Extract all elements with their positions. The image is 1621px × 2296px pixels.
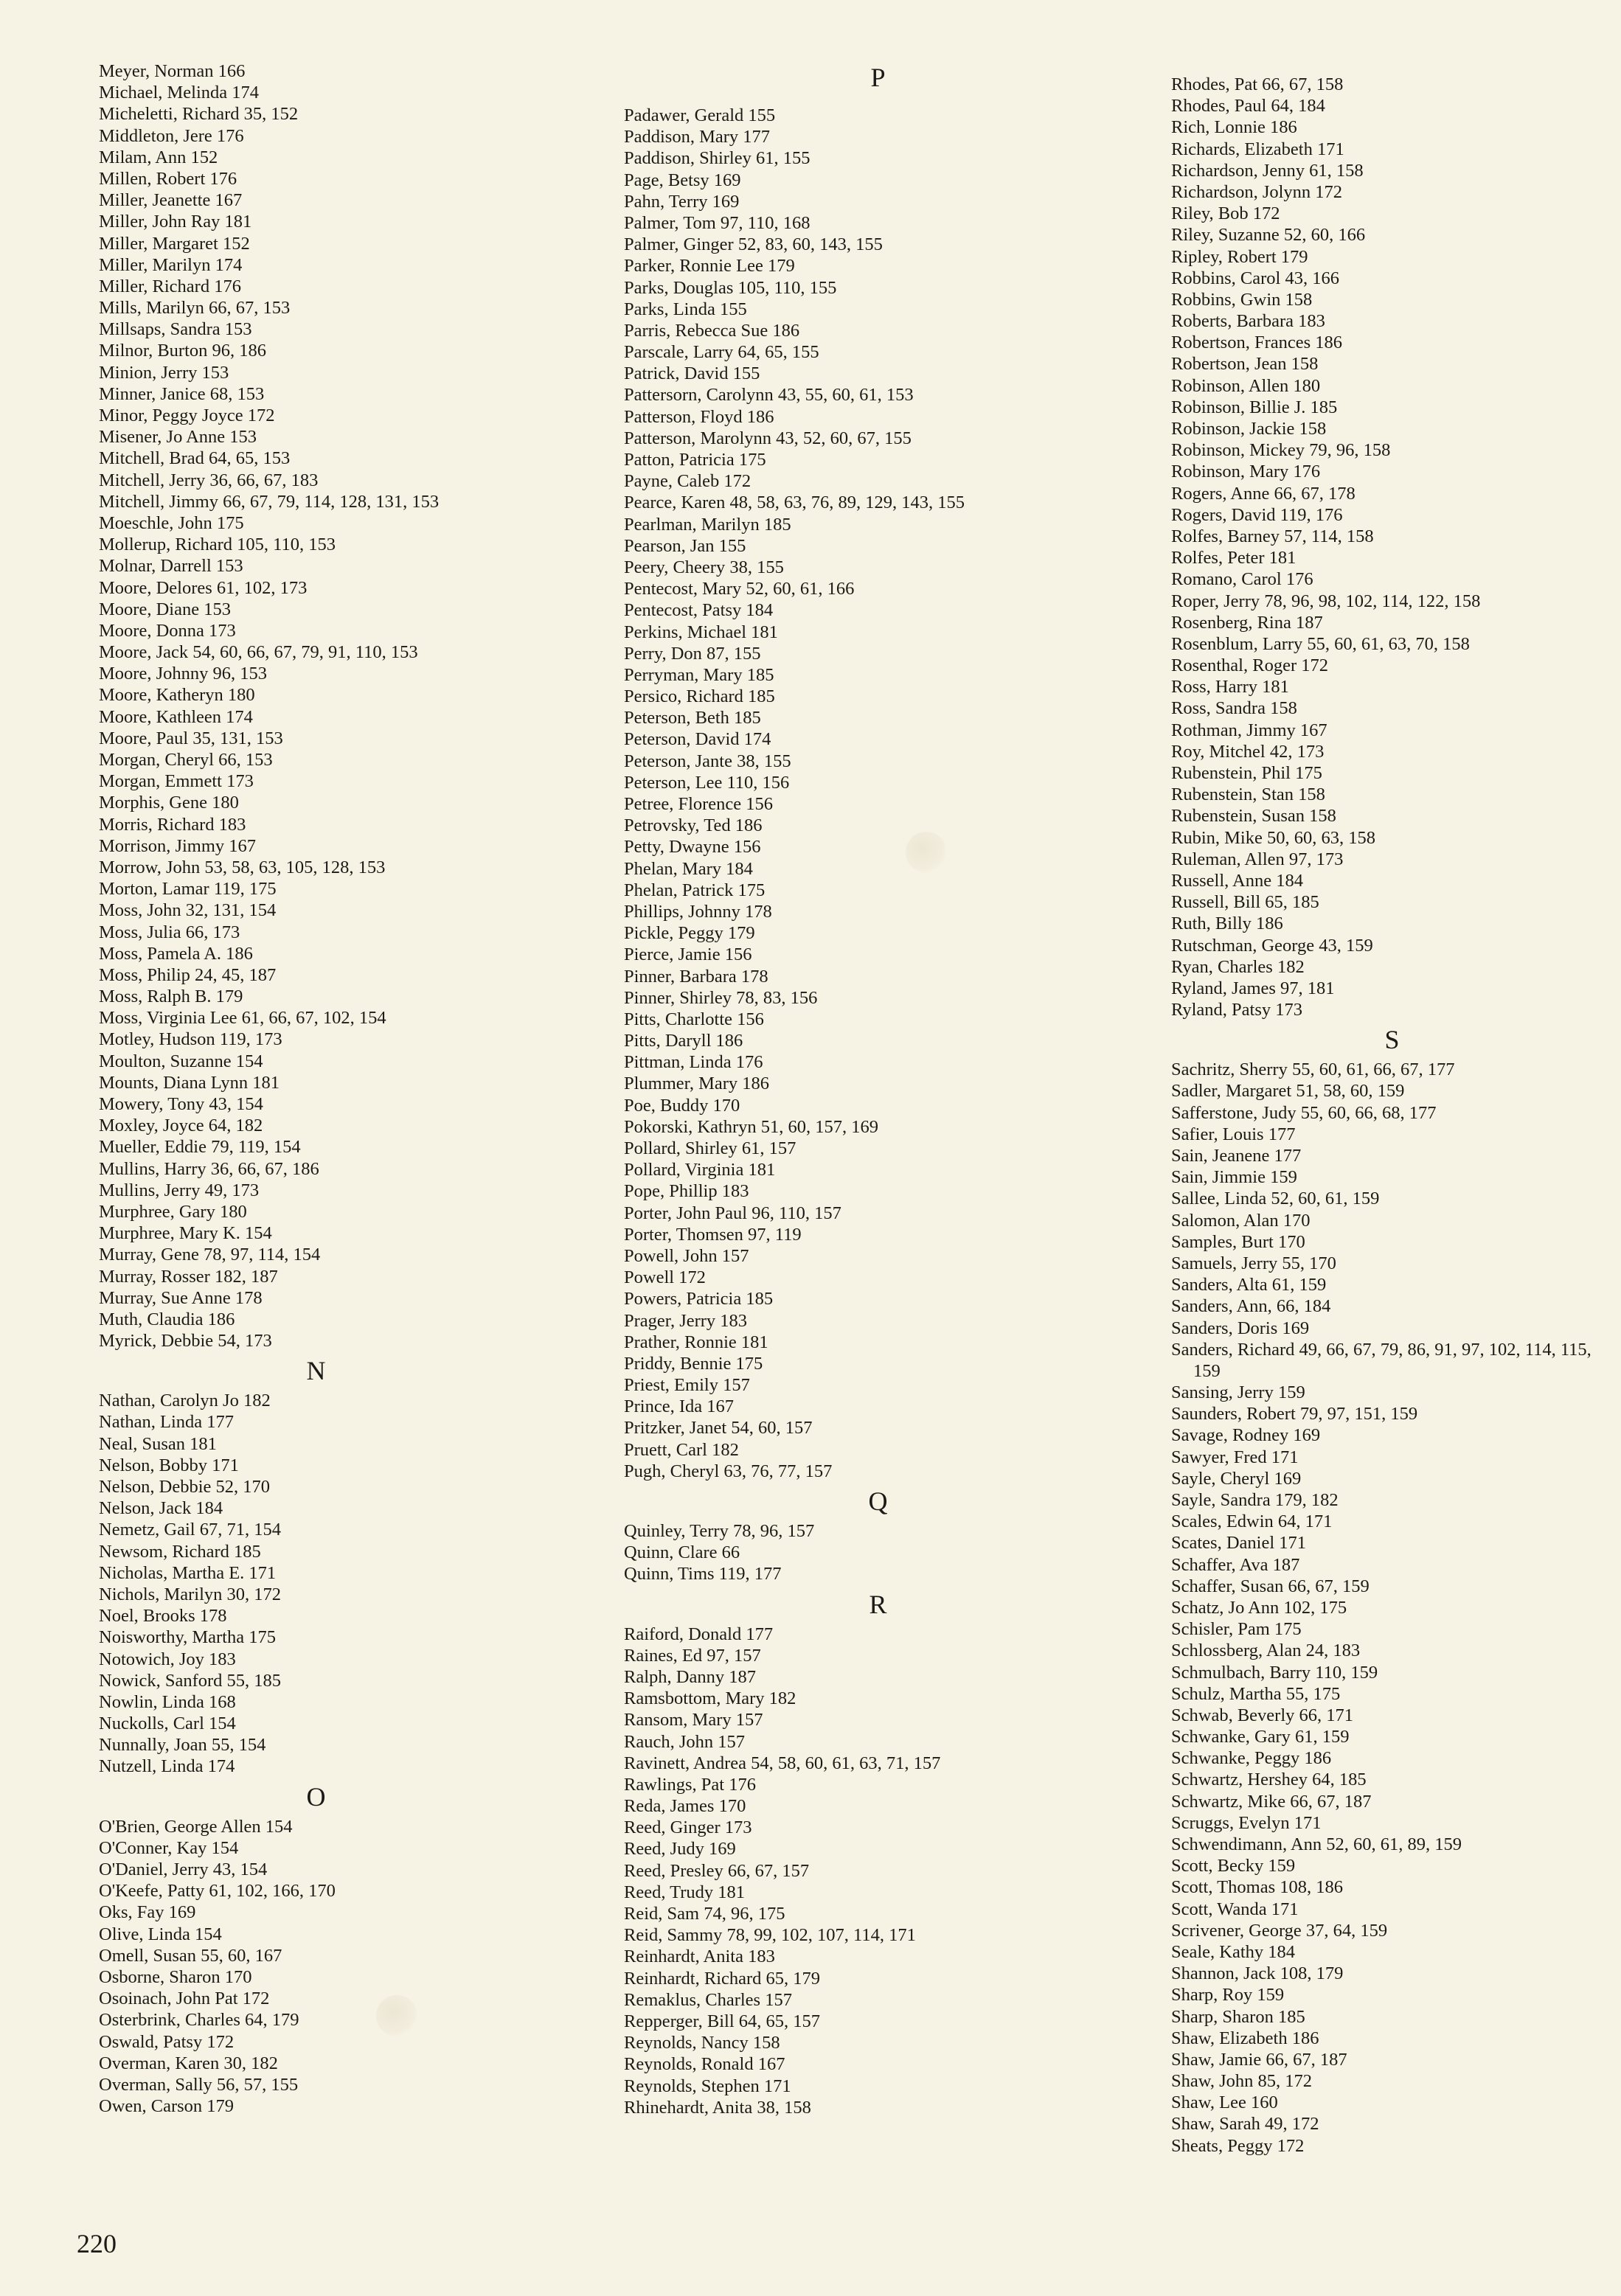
index-entry: Millsaps, Sandra 153 xyxy=(99,319,252,340)
index-entry: Samuels, Jerry 55, 170 xyxy=(1171,1253,1336,1273)
index-entry: Plummer, Mary 186 xyxy=(624,1074,770,1094)
index-entry: Russell, Bill 65, 185 xyxy=(1171,892,1319,913)
section-letter-heading: N xyxy=(306,1356,327,1386)
index-entry: Sain, Jeanene 177 xyxy=(1171,1146,1302,1166)
index-entry: Pentecost, Patsy 184 xyxy=(624,600,774,621)
index-entry: Nemetz, Gail 67, 71, 154 xyxy=(99,1520,281,1540)
index-entry: Moore, Paul 35, 131, 153 xyxy=(99,728,283,748)
index-entry: Nowlin, Linda 168 xyxy=(99,1691,236,1712)
index-entry: Parks, Linda 155 xyxy=(624,299,747,319)
index-entry: Pattersorn, Carolynn 43, 55, 60, 61, 153 xyxy=(624,385,914,406)
index-entry: Meyer, Norman 166 xyxy=(99,61,246,81)
section-letter-heading: O xyxy=(306,1781,327,1812)
index-entry: Rosenblum, Larry 55, 60, 61, 63, 70, 158 xyxy=(1171,633,1470,654)
index-entry: Patton, Patricia 175 xyxy=(624,450,766,470)
index-entry: Ross, Harry 181 xyxy=(1171,677,1289,698)
index-entry: Moulton, Suzanne 154 xyxy=(99,1051,263,1071)
index-entry: Sayle, Cheryl 169 xyxy=(1171,1468,1302,1489)
index-entry: Schwendimann, Ann 52, 60, 61, 89, 159 xyxy=(1171,1834,1462,1855)
index-entry: Moss, Julia 66, 173 xyxy=(99,922,240,942)
index-entry: Moss, Virginia Lee 61, 66, 67, 102, 154 xyxy=(99,1008,386,1029)
index-entry: Mullins, Jerry 49, 173 xyxy=(99,1180,260,1200)
index-entry: Shaw, Elizabeth 186 xyxy=(1171,2028,1319,2048)
index-entry: O'Conner, Kay 154 xyxy=(99,1837,239,1858)
index-entry: Shaw, Lee 160 xyxy=(1171,2093,1278,2113)
index-entry: Reid, Sam 74, 96, 175 xyxy=(624,1904,785,1924)
index-entry: Scott, Thomas 108, 186 xyxy=(1171,1877,1343,1898)
index-entry: Rosenthal, Roger 172 xyxy=(1171,655,1328,676)
index-entry: Quinley, Terry 78, 96, 157 xyxy=(624,1521,815,1541)
index-entry: Rothman, Jimmy 167 xyxy=(1171,720,1327,740)
index-entry: Oswald, Patsy 172 xyxy=(99,2031,235,2052)
page-number: 220 xyxy=(77,2229,117,2258)
index-entry: Robbins, Gwin 158 xyxy=(1171,289,1313,310)
index-entry: Peterson, Beth 185 xyxy=(624,708,761,728)
index-entry: Morrow, John 53, 58, 63, 105, 128, 153 xyxy=(99,857,386,877)
index-entry: Muth, Claudia 186 xyxy=(99,1309,235,1329)
index-entry: Miller, Margaret 152 xyxy=(99,233,250,254)
index-entry: Robinson, Mary 176 xyxy=(1171,462,1321,482)
index-entry: Mitchell, Jimmy 66, 67, 79, 114, 128, 131, 153 xyxy=(99,491,440,512)
index-entry: Murphree, Gary 180 xyxy=(99,1201,247,1222)
index-entry: Reid, Sammy 78, 99, 102, 107, 114, 171 xyxy=(624,1925,916,1946)
index-entry: Patterson, Marolynn 43, 52, 60, 67, 155 xyxy=(624,428,912,448)
index-entry: Schwartz, Mike 66, 67, 187 xyxy=(1171,1791,1372,1812)
index-entry: Moss, Ralph B. 179 xyxy=(99,987,243,1007)
index-entry: Rutschman, George 43, 159 xyxy=(1171,935,1373,956)
index-entry: Powers, Patricia 185 xyxy=(624,1289,774,1309)
index-entry: Reda, James 170 xyxy=(624,1796,746,1817)
index-entry: Moore, Katheryn 180 xyxy=(99,685,255,706)
index-entry: Ryland, Patsy 173 xyxy=(1171,1000,1303,1020)
index-entry: Schatz, Jo Ann 102, 175 xyxy=(1171,1597,1347,1618)
index-entry: Rich, Lonnie 186 xyxy=(1171,117,1297,138)
index-entry: Rogers, David 119, 176 xyxy=(1171,504,1343,525)
index-entry: Sadler, Margaret 51, 58, 60, 159 xyxy=(1171,1081,1405,1102)
index-entry: Phelan, Patrick 175 xyxy=(624,880,766,900)
index-entry: Quinn, Clare 66 xyxy=(624,1542,740,1563)
index-entry: Robinson, Mickey 79, 96, 158 xyxy=(1171,440,1391,461)
index-entry: Perry, Don 87, 155 xyxy=(624,643,761,664)
index-entry: Murray, Sue Anne 178 xyxy=(99,1287,263,1308)
index-column-3 xyxy=(1171,74,1614,2157)
index-entry: Mowery, Tony 43, 154 xyxy=(99,1094,263,1114)
index-entry: Scales, Edwin 64, 171 xyxy=(1171,1511,1333,1532)
index-entry: Rogers, Anne 66, 67, 178 xyxy=(1171,483,1356,504)
index-entry: Moore, Kathleen 174 xyxy=(99,706,253,727)
index-entry: Sallee, Linda 52, 60, 61, 159 xyxy=(1171,1189,1380,1209)
index-entry: Newsom, Richard 185 xyxy=(99,1541,261,1562)
index-entry: Michael, Melinda 174 xyxy=(99,83,260,103)
index-entry: Overman, Karen 30, 182 xyxy=(99,2053,278,2073)
index-entry: Miller, Marilyn 174 xyxy=(99,254,243,275)
index-entry: Rhodes, Paul 64, 184 xyxy=(1171,96,1325,116)
index-entry: Reed, Judy 169 xyxy=(624,1839,736,1860)
index-entry: Mueller, Eddie 79, 119, 154 xyxy=(99,1137,301,1158)
index-entry: Nutzell, Linda 174 xyxy=(99,1756,235,1777)
index-entry: Minion, Jerry 153 xyxy=(99,362,229,383)
index-entry: Rubenstein, Susan 158 xyxy=(1171,806,1336,827)
index-entry: Parris, Rebecca Sue 186 xyxy=(624,320,800,341)
index-entry: Sayle, Sandra 179, 182 xyxy=(1171,1490,1339,1511)
index-entry: Ruleman, Allen 97, 173 xyxy=(1171,849,1344,869)
index-entry: Schmulbach, Barry 110, 159 xyxy=(1171,1662,1378,1683)
index-entry: Neal, Susan 181 xyxy=(99,1433,217,1454)
index-entry: Peterson, David 174 xyxy=(624,729,771,750)
index-entry: Nuckolls, Carl 154 xyxy=(99,1714,236,1734)
index-entry: Notowich, Joy 183 xyxy=(99,1649,236,1669)
index-entry: Page, Betsy 169 xyxy=(624,170,741,190)
index-entry: Reed, Presley 66, 67, 157 xyxy=(624,1860,810,1881)
index-entry: Salomon, Alan 170 xyxy=(1171,1210,1311,1231)
index-entry: Saunders, Robert 79, 97, 151, 159 xyxy=(1171,1404,1418,1424)
index-entry: Nathan, Carolyn Jo 182 xyxy=(99,1391,271,1411)
index-entry: Omell, Susan 55, 60, 167 xyxy=(99,1945,282,1966)
index-entry: Palmer, Ginger 52, 83, 60, 143, 155 xyxy=(624,234,883,255)
index-entry: Rolfes, Barney 57, 114, 158 xyxy=(1171,526,1374,546)
index-entry: Robinson, Jackie 158 xyxy=(1171,419,1327,439)
index-entry: Rauch, John 157 xyxy=(624,1731,745,1752)
index-entry: Pentecost, Mary 52, 60, 61, 166 xyxy=(624,579,855,599)
index-entry: Schwanke, Gary 61, 159 xyxy=(1171,1727,1350,1747)
index-entry: Sharp, Sharon 185 xyxy=(1171,2006,1305,2027)
index-entry: Rawlings, Pat 176 xyxy=(624,1774,756,1795)
index-entry: Raiford, Donald 177 xyxy=(624,1624,774,1644)
index-entry: Remaklus, Charles 157 xyxy=(624,1989,792,2010)
index-entry: Safier, Louis 177 xyxy=(1171,1124,1296,1144)
index-entry: Schaffer, Susan 66, 67, 159 xyxy=(1171,1576,1370,1596)
section-letter-heading: P xyxy=(870,63,886,92)
index-entry: Mitchell, Jerry 36, 66, 67, 183 xyxy=(99,470,319,490)
index-entry: Sansing, Jerry 159 xyxy=(1171,1382,1305,1403)
index-entry: O'Keefe, Patty 61, 102, 166, 170 xyxy=(99,1881,336,1902)
index-entry: Moss, Philip 24, 45, 187 xyxy=(99,964,277,985)
index-entry: Pickle, Peggy 179 xyxy=(624,923,755,944)
index-entry: Ravinett, Andrea 54, 58, 60, 61, 63, 71, 157 xyxy=(624,1753,941,1773)
section-letter-heading: Q xyxy=(868,1486,889,1516)
index-entry: Ryan, Charles 182 xyxy=(1171,956,1305,977)
index-entry: Mounts, Diana Lynn 181 xyxy=(99,1072,280,1093)
index-entry: Ruth, Billy 186 xyxy=(1171,914,1283,934)
index-entry: Seale, Kathy 184 xyxy=(1171,1941,1296,1962)
index-entry: Scott, Wanda 171 xyxy=(1171,1899,1299,1919)
index-entry: Peery, Cheery 38, 155 xyxy=(624,557,784,577)
index-entry: Petree, Florence 156 xyxy=(624,794,774,814)
index-entry: Patterson, Floyd 186 xyxy=(624,406,774,427)
index-entry: Pearce, Karen 48, 58, 63, 76, 89, 129, 143, 155 xyxy=(624,493,965,513)
index-entry: Ransom, Mary 157 xyxy=(624,1710,763,1730)
index-entry: Scruggs, Evelyn 171 xyxy=(1171,1812,1322,1833)
index-entry: Mills, Marilyn 66, 67, 153 xyxy=(99,298,291,319)
index-entry: Shaw, John 85, 172 xyxy=(1171,2071,1313,2092)
index-entry: Pierce, Jamie 156 xyxy=(624,945,752,965)
index-entry: Paddison, Shirley 61, 155 xyxy=(624,148,810,169)
index-entry: Prager, Jerry 183 xyxy=(624,1310,748,1331)
index-entry: Sachritz, Sherry 55, 60, 61, 66, 67, 177 xyxy=(1171,1060,1455,1080)
index-entry: Sanders, Ann, 66, 184 xyxy=(1171,1296,1331,1317)
index-entry: Molnar, Darrell 153 xyxy=(99,556,243,577)
index-entry: Nunnally, Joan 55, 154 xyxy=(99,1735,266,1756)
index-entry: Osborne, Sharon 170 xyxy=(99,1966,252,1987)
index-entry: Oks, Fay 169 xyxy=(99,1902,196,1923)
index-column-1 xyxy=(99,60,534,2117)
index-entry: Sanders, Alta 61, 159 xyxy=(1171,1275,1327,1295)
index-entry: Riley, Suzanne 52, 60, 166 xyxy=(1171,225,1366,246)
index-entry: Sanders, Doris 169 xyxy=(1171,1318,1310,1338)
index-entry: Riley, Bob 172 xyxy=(1171,203,1280,224)
index-entry: Roper, Jerry 78, 96, 98, 102, 114, 122, 158 xyxy=(1171,591,1481,611)
index-entry: Rubenstein, Phil 175 xyxy=(1171,763,1322,783)
index-entry: Patrick, David 155 xyxy=(624,363,760,384)
index-entry: Minner, Janice 68, 153 xyxy=(99,383,265,404)
index-entry: Pitts, Charlotte 156 xyxy=(624,1009,764,1029)
index-entry: Porter, John Paul 96, 110, 157 xyxy=(624,1203,841,1223)
index-entry: Milnor, Burton 96, 186 xyxy=(99,341,267,361)
index-entry: Peterson, Jante 38, 155 xyxy=(624,751,791,771)
index-entry: Nichols, Marilyn 30, 172 xyxy=(99,1584,282,1604)
index-entry: Ralph, Danny 187 xyxy=(624,1666,756,1687)
index-entry: Mitchell, Brad 64, 65, 153 xyxy=(99,448,291,469)
index-entry: Middleton, Jere 176 xyxy=(99,125,244,146)
index-entry: Schaffer, Ava 187 xyxy=(1171,1554,1300,1575)
index-entry: Reynolds, Ronald 167 xyxy=(624,2054,785,2075)
index-entry: Russell, Anne 184 xyxy=(1171,870,1303,891)
index-entry: Parscale, Larry 64, 65, 155 xyxy=(624,342,819,363)
index-entry: Sawyer, Fred 171 xyxy=(1171,1447,1299,1467)
index-entry: Robinson, Billie J. 185 xyxy=(1171,397,1338,417)
index-entry: Rhodes, Pat 66, 67, 158 xyxy=(1171,74,1344,94)
index-entry: Parks, Douglas 105, 110, 155 xyxy=(624,277,837,298)
index-entry: Payne, Caleb 172 xyxy=(624,471,752,492)
index-entry: Schlossberg, Alan 24, 183 xyxy=(1171,1641,1361,1661)
index-entry: Murphree, Mary K. 154 xyxy=(99,1223,272,1244)
index-entry: Misener, Jo Anne 153 xyxy=(99,427,257,448)
index-entry: Murray, Gene 78, 97, 114, 154 xyxy=(99,1245,321,1265)
index-entry: Morphis, Gene 180 xyxy=(99,793,239,813)
index-entry: Pittman, Linda 176 xyxy=(624,1052,763,1073)
index-entry: Mullins, Harry 36, 66, 67, 186 xyxy=(99,1158,319,1179)
index-column-2 xyxy=(624,60,1133,2118)
index-entry: O'Brien, George Allen 154 xyxy=(99,1816,293,1837)
index-entry: Shaw, Jamie 66, 67, 187 xyxy=(1171,2049,1347,2070)
index-entry: Porter, Thomsen 97, 119 xyxy=(624,1224,802,1245)
index-entry: Owen, Carson 179 xyxy=(99,2096,235,2117)
index-entry: Moore, Jack 54, 60, 66, 67, 79, 91, 110, 153 xyxy=(99,642,418,663)
index-entry: Olive, Linda 154 xyxy=(99,1924,222,1944)
index-entry: Morrison, Jimmy 167 xyxy=(99,835,257,856)
index-entry: Peterson, Lee 110, 156 xyxy=(624,772,790,793)
index-entry: Myrick, Debbie 54, 173 xyxy=(99,1331,272,1351)
index-entry: Parker, Ronnie Lee 179 xyxy=(624,256,795,276)
index-entry: Repperger, Bill 64, 65, 157 xyxy=(624,2011,820,2031)
index-entry: Pearson, Jan 155 xyxy=(624,535,746,556)
index-entry: Osoinach, John Pat 172 xyxy=(99,1989,270,2009)
index-entry: Raines, Ed 97, 157 xyxy=(624,1645,761,1666)
index-entry: Reinhardt, Anita 183 xyxy=(624,1947,775,1967)
index-entry: Millen, Robert 176 xyxy=(99,168,237,189)
index-entry: Phelan, Mary 184 xyxy=(624,858,753,879)
index-entry: Powell 172 xyxy=(624,1267,706,1288)
index-entry: Priest, Emily 157 xyxy=(624,1375,750,1396)
index-entry: Phillips, Johnny 178 xyxy=(624,901,772,922)
index-entry: Moeschle, John 175 xyxy=(99,512,244,533)
index-entry: Morris, Richard 183 xyxy=(99,814,246,835)
index-entry: O'Daniel, Jerry 43, 154 xyxy=(99,1860,268,1879)
index-entry: Minor, Peggy Joyce 172 xyxy=(99,406,275,425)
section-letter-heading: S xyxy=(1384,1025,1400,1055)
index-entry: Nicholas, Martha E. 171 xyxy=(99,1562,277,1583)
index-entry: Roy, Mitchel 42, 173 xyxy=(1171,741,1325,762)
index-entry: Morgan, Emmett 173 xyxy=(99,771,254,792)
index-entry: Sharp, Roy 159 xyxy=(1171,1985,1285,2005)
index-entry: Noel, Brooks 178 xyxy=(99,1606,227,1627)
index-entry: Micheletti, Richard 35, 152 xyxy=(99,104,299,125)
index-entry: Moxley, Joyce 64, 182 xyxy=(99,1116,263,1136)
index-entry: Rubin, Mike 50, 60, 63, 158 xyxy=(1171,827,1375,848)
index-entry: Moore, Donna 173 xyxy=(99,620,236,641)
index-entry: Petrovsky, Ted 186 xyxy=(624,815,763,836)
index-entry: Scates, Daniel 171 xyxy=(1171,1533,1307,1554)
index-entry: Ross, Sandra 158 xyxy=(1171,698,1297,719)
index-entry: Pollard, Shirley 61, 157 xyxy=(624,1138,796,1158)
index-entry: Rhinehardt, Anita 38, 158 xyxy=(624,2097,811,2118)
index-entry: Moore, Delores 61, 102, 173 xyxy=(99,577,308,598)
index-entry: Prince, Ida 167 xyxy=(624,1396,734,1417)
index-entry: Quinn, Tims 119, 177 xyxy=(624,1564,782,1584)
index-entry: Paddison, Mary 177 xyxy=(624,127,771,147)
index-entry: Schwartz, Hershey 64, 185 xyxy=(1171,1770,1367,1790)
index-entry: Prather, Ronnie 181 xyxy=(624,1332,768,1352)
index-entry: Pahn, Terry 169 xyxy=(624,191,740,212)
index-entry: Reinhardt, Richard 65, 179 xyxy=(624,1968,821,1989)
index-entry: Overman, Sally 56, 57, 155 xyxy=(99,2074,299,2095)
index-entry: Padawer, Gerald 155 xyxy=(624,105,776,125)
index-entry: Noisworthy, Martha 175 xyxy=(99,1627,276,1648)
index-entry: Schwanke, Peggy 186 xyxy=(1171,1748,1332,1769)
index-entry: Osterbrink, Charles 64, 179 xyxy=(99,2010,299,2031)
index-entry: Persico, Richard 185 xyxy=(624,686,775,707)
index-entry: Samples, Burt 170 xyxy=(1171,1231,1305,1252)
index-entry: Powell, John 157 xyxy=(624,1245,749,1266)
index-entry: Robertson, Frances 186 xyxy=(1171,333,1343,353)
index-entry: Schulz, Martha 55, 175 xyxy=(1171,1683,1341,1704)
index-entry: Schwab, Beverly 66, 171 xyxy=(1171,1705,1353,1725)
index-entry: Pearlman, Marilyn 185 xyxy=(624,514,791,535)
index-entry: Perkins, Michael 181 xyxy=(624,622,778,642)
index-entry: Richardson, Jolynn 172 xyxy=(1171,181,1343,202)
index-entry: Romano, Carol 176 xyxy=(1171,569,1313,590)
index-entry: Shannon, Jack 108, 179 xyxy=(1171,1963,1344,1984)
index-entry: Robinson, Allen 180 xyxy=(1171,375,1321,396)
index-entry: Roberts, Barbara 183 xyxy=(1171,311,1325,332)
index-entry: Scrivener, George 37, 64, 159 xyxy=(1171,1920,1388,1941)
index-entry: Rubenstein, Stan 158 xyxy=(1171,785,1325,805)
index-entry: Pitts, Daryll 186 xyxy=(624,1031,743,1051)
index-entry: Poe, Buddy 170 xyxy=(624,1095,740,1116)
index-entry: Pinner, Shirley 78, 83, 156 xyxy=(624,987,818,1008)
index-entry: Miller, Richard 176 xyxy=(99,276,241,296)
index-entry: Robertson, Jean 158 xyxy=(1171,354,1319,375)
index-entry: Priddy, Bennie 175 xyxy=(624,1353,763,1374)
index-entry: Moore, Johnny 96, 153 xyxy=(99,664,267,684)
index-entry: Nathan, Linda 177 xyxy=(99,1412,235,1433)
index-entry: Reynolds, Stephen 171 xyxy=(624,2076,791,2096)
index-entry: Rolfes, Peter 181 xyxy=(1171,548,1297,568)
index-entry: Miller, Jeanette 167 xyxy=(99,190,243,211)
index-entry: Pope, Phillip 183 xyxy=(624,1181,749,1202)
index-entry: Murray, Rosser 182, 187 xyxy=(99,1266,278,1287)
index-entry: Robbins, Carol 43, 166 xyxy=(1171,268,1339,288)
index-entry: Nelson, Debbie 52, 170 xyxy=(99,1477,271,1497)
index-entry: Pinner, Barbara 178 xyxy=(624,966,768,987)
index-entry: Pritzker, Janet 54, 60, 157 xyxy=(624,1418,813,1439)
index-entry: Motley, Hudson 119, 173 xyxy=(99,1029,282,1050)
section-letter-heading: R xyxy=(869,1589,888,1619)
index-entry: Moss, Pamela A. 186 xyxy=(99,943,253,964)
index-entry: Morgan, Cheryl 66, 153 xyxy=(99,750,273,770)
index-entry: Palmer, Tom 97, 110, 168 xyxy=(624,212,810,233)
index-entry: Savage, Rodney 169 xyxy=(1171,1425,1321,1446)
index-entry: Rosenberg, Rina 187 xyxy=(1171,612,1323,633)
index-entry: Richardson, Jenny 61, 158 xyxy=(1171,160,1364,181)
index-entry: Ripley, Robert 179 xyxy=(1171,246,1308,267)
index-entry: Scott, Becky 159 xyxy=(1171,1856,1296,1876)
index-entry: Perryman, Mary 185 xyxy=(624,664,774,685)
index-entry: Nelson, Jack 184 xyxy=(99,1498,223,1519)
index-entry: Pokorski, Kathryn 51, 60, 157, 169 xyxy=(624,1116,879,1137)
index-entry: Sanders, Richard 49, 66, 67, 79, 86, 91, 97, 102, 114, 115, 159 xyxy=(1171,1339,1592,1381)
index-entry: Pugh, Cheryl 63, 76, 77, 157 xyxy=(624,1461,833,1481)
index-entry: Ryland, James 97, 181 xyxy=(1171,978,1335,998)
index-entry: Moss, John 32, 131, 154 xyxy=(99,900,277,921)
index-entry: Reed, Trudy 181 xyxy=(624,1882,746,1902)
index-entry: Ramsbottom, Mary 182 xyxy=(624,1688,796,1709)
index-entry: Sheats, Peggy 172 xyxy=(1171,2135,1305,2156)
index-entry: Safferstone, Judy 55, 60, 66, 68, 177 xyxy=(1171,1102,1437,1123)
index-entry: Pollard, Virginia 181 xyxy=(624,1160,776,1180)
index-entry: Petty, Dwayne 156 xyxy=(624,837,761,857)
index-entry: Pruett, Carl 182 xyxy=(624,1439,739,1460)
index-entry: Miller, John Ray 181 xyxy=(99,212,252,232)
index-entry: Moore, Diane 153 xyxy=(99,599,231,619)
index-entry: Schisler, Pam 175 xyxy=(1171,1619,1302,1640)
index-entry: Richards, Elizabeth 171 xyxy=(1171,139,1344,159)
index-entry: Shaw, Sarah 49, 172 xyxy=(1171,2114,1319,2135)
index-entry: Milam, Ann 152 xyxy=(99,147,218,167)
index-entry: Sain, Jimmie 159 xyxy=(1171,1167,1297,1188)
index-entry: Nelson, Bobby 171 xyxy=(99,1455,239,1475)
index-entry: Mollerup, Richard 105, 110, 153 xyxy=(99,535,336,555)
index-entry: Nowick, Sanford 55, 185 xyxy=(99,1670,282,1691)
index-entry: Reynolds, Nancy 158 xyxy=(624,2033,780,2053)
index-entry: Morton, Lamar 119, 175 xyxy=(99,879,277,900)
index-entry: Reed, Ginger 173 xyxy=(624,1817,752,1838)
